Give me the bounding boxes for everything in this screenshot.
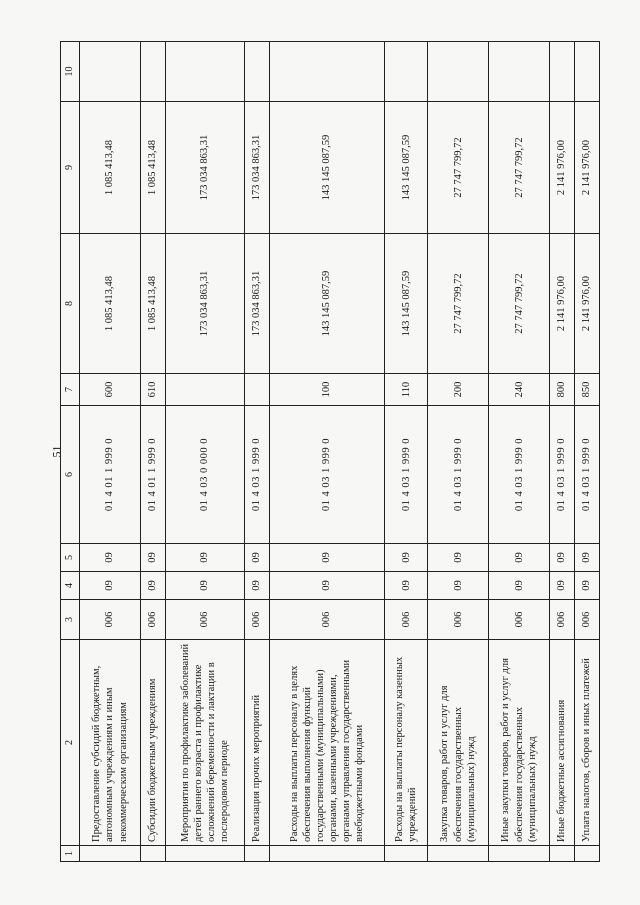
col-header-5: 5: [61, 544, 80, 572]
cell-col1: [141, 846, 166, 862]
cell-amount-col9: 173 034 863,31: [165, 102, 244, 234]
cell-col1: [428, 846, 489, 862]
table-row: [269, 42, 384, 862]
cell-col1: [165, 846, 244, 862]
cell-col3: 006: [80, 600, 141, 640]
table-row: [489, 42, 550, 862]
rotated-table-container: [60, 42, 600, 862]
table-row: [428, 42, 489, 862]
cell-target-code: 01 4 03 1 999 0: [385, 406, 428, 544]
table-row: [80, 42, 141, 862]
cell-expense-type: 800: [550, 374, 575, 406]
table-row: [550, 42, 575, 862]
cell-col4: 09: [575, 572, 600, 600]
cell-amount-col9: 2 141 976,00: [550, 102, 575, 234]
cell-col5: 09: [165, 544, 244, 572]
col-header-1: 1: [61, 846, 80, 862]
cell-col3: 006: [385, 600, 428, 640]
cell-target-code: 01 4 03 1 999 0: [489, 406, 550, 544]
cell-col10: [269, 42, 384, 102]
cell-target-code: 01 4 03 1 999 0: [245, 406, 270, 544]
col-header-8: 8: [61, 234, 80, 374]
cell-amount-col9: 1 085 413,48: [80, 102, 141, 234]
col-header-9: 9: [61, 102, 80, 234]
cell-name: Мероприятия по профилактике заболеваний детей раннего возраста и профилактике осложнений беременности и лактации в послеродовом периоде: [165, 640, 244, 846]
cell-col5: 09: [575, 544, 600, 572]
cell-expense-type: [165, 374, 244, 406]
cell-col5: 09: [385, 544, 428, 572]
column-number-row: [61, 42, 80, 862]
table-row: [575, 42, 600, 862]
cell-col10: [575, 42, 600, 102]
cell-col10: [550, 42, 575, 102]
cell-amount-col8: 143 145 087,59: [385, 234, 428, 374]
cell-amount-col9: 143 145 087,59: [269, 102, 384, 234]
cell-name: Закупка товаров, работ и услуг для обеспечения государственных (муниципальных) нужд: [428, 640, 489, 846]
col-header-2: 2: [61, 640, 80, 846]
table-row: [385, 42, 428, 862]
cell-col1: [550, 846, 575, 862]
cell-col3: 006: [550, 600, 575, 640]
col-header-6: 6: [61, 406, 80, 544]
cell-col5: 09: [489, 544, 550, 572]
cell-col4: 09: [269, 572, 384, 600]
cell-col4: 09: [245, 572, 270, 600]
cell-amount-col8: 1 085 413,48: [80, 234, 141, 374]
cell-expense-type: 110: [385, 374, 428, 406]
cell-name: Иные бюджетные ассигнования: [550, 640, 575, 846]
cell-col10: [141, 42, 166, 102]
cell-name: Иные закупки товаров, работ и услуг для обеспечения государственных (муниципальных) нужд: [489, 640, 550, 846]
cell-expense-type: 850: [575, 374, 600, 406]
cell-col1: [385, 846, 428, 862]
table-row: [245, 42, 270, 862]
cell-col4: 09: [428, 572, 489, 600]
cell-col3: 006: [269, 600, 384, 640]
cell-col1: [80, 846, 141, 862]
cell-amount-col8: 27 747 799,72: [428, 234, 489, 374]
cell-col1: [245, 846, 270, 862]
cell-col10: [489, 42, 550, 102]
cell-col10: [385, 42, 428, 102]
cell-amount-col9: 143 145 087,59: [385, 102, 428, 234]
cell-col4: 09: [141, 572, 166, 600]
cell-target-code: 01 4 03 1 999 0: [428, 406, 489, 544]
cell-col5: 09: [141, 544, 166, 572]
col-header-3: 3: [61, 600, 80, 640]
cell-name: Расходы на выплаты персоналу казенных учреждений: [385, 640, 428, 846]
cell-amount-col9: 1 085 413,48: [141, 102, 166, 234]
cell-col1: [489, 846, 550, 862]
cell-col3: 006: [575, 600, 600, 640]
cell-expense-type: 600: [80, 374, 141, 406]
cell-amount-col9: 27 747 799,72: [489, 102, 550, 234]
col-header-7: 7: [61, 374, 80, 406]
cell-amount-col9: 2 141 976,00: [575, 102, 600, 234]
cell-name: Реализация прочих мероприятий: [245, 640, 270, 846]
cell-col5: 09: [80, 544, 141, 572]
cell-amount-col8: 2 141 976,00: [575, 234, 600, 374]
cell-expense-type: [245, 374, 270, 406]
cell-expense-type: 100: [269, 374, 384, 406]
cell-col5: 09: [269, 544, 384, 572]
cell-amount-col9: 173 034 863,31: [245, 102, 270, 234]
cell-col5: 09: [245, 544, 270, 572]
col-header-4: 4: [61, 572, 80, 600]
cell-col4: 09: [80, 572, 141, 600]
cell-amount-col8: 173 034 863,31: [165, 234, 244, 374]
cell-col3: 006: [141, 600, 166, 640]
cell-name: Предоставление субсидий бюджетным, автономным учреждениям и иным некоммерческим организациям: [80, 640, 141, 846]
cell-col1: [575, 846, 600, 862]
cell-col4: 09: [550, 572, 575, 600]
table-row: [165, 42, 244, 862]
cell-name: Субсидии бюджетным учреждениям: [141, 640, 166, 846]
cell-col3: 006: [428, 600, 489, 640]
cell-col3: 006: [165, 600, 244, 640]
cell-amount-col8: 173 034 863,31: [245, 234, 270, 374]
cell-target-code: 01 4 03 1 999 0: [269, 406, 384, 544]
cell-col4: 09: [489, 572, 550, 600]
col-header-10: 10: [61, 42, 80, 102]
cell-col10: [165, 42, 244, 102]
cell-target-code: 01 4 03 1 999 0: [550, 406, 575, 544]
cell-col4: 09: [165, 572, 244, 600]
page-number: 51: [49, 445, 64, 458]
cell-amount-col8: 143 145 087,59: [269, 234, 384, 374]
table-row: [141, 42, 166, 862]
cell-name: Расходы на выплаты персоналу в целях обеспечения выполнения функций государственными (муниципальными) органами, казенными учреждениями, органами управления государственными внебюджетными фондами: [269, 640, 384, 846]
cell-amount-col8: 27 747 799,72: [489, 234, 550, 374]
cell-col5: 09: [550, 544, 575, 572]
budget-table: [60, 41, 600, 862]
cell-col3: 006: [489, 600, 550, 640]
cell-amount-col9: 27 747 799,72: [428, 102, 489, 234]
cell-expense-type: 610: [141, 374, 166, 406]
cell-target-code: 01 4 01 1 999 0: [141, 406, 166, 544]
cell-target-code: 01 4 03 1 999 0: [575, 406, 600, 544]
budget-table-area: [60, 42, 600, 862]
cell-amount-col8: 2 141 976,00: [550, 234, 575, 374]
cell-col10: [245, 42, 270, 102]
cell-col10: [428, 42, 489, 102]
cell-expense-type: 200: [428, 374, 489, 406]
cell-expense-type: 240: [489, 374, 550, 406]
cell-name: Уплата налогов, сборов и иных платежей: [575, 640, 600, 846]
cell-col4: 09: [385, 572, 428, 600]
cell-col5: 09: [428, 544, 489, 572]
cell-col10: [80, 42, 141, 102]
cell-amount-col8: 1 085 413,48: [141, 234, 166, 374]
cell-col3: 006: [245, 600, 270, 640]
cell-col1: [269, 846, 384, 862]
cell-target-code: 01 4 03 0 000 0: [165, 406, 244, 544]
cell-target-code: 01 4 01 1 999 0: [80, 406, 141, 544]
